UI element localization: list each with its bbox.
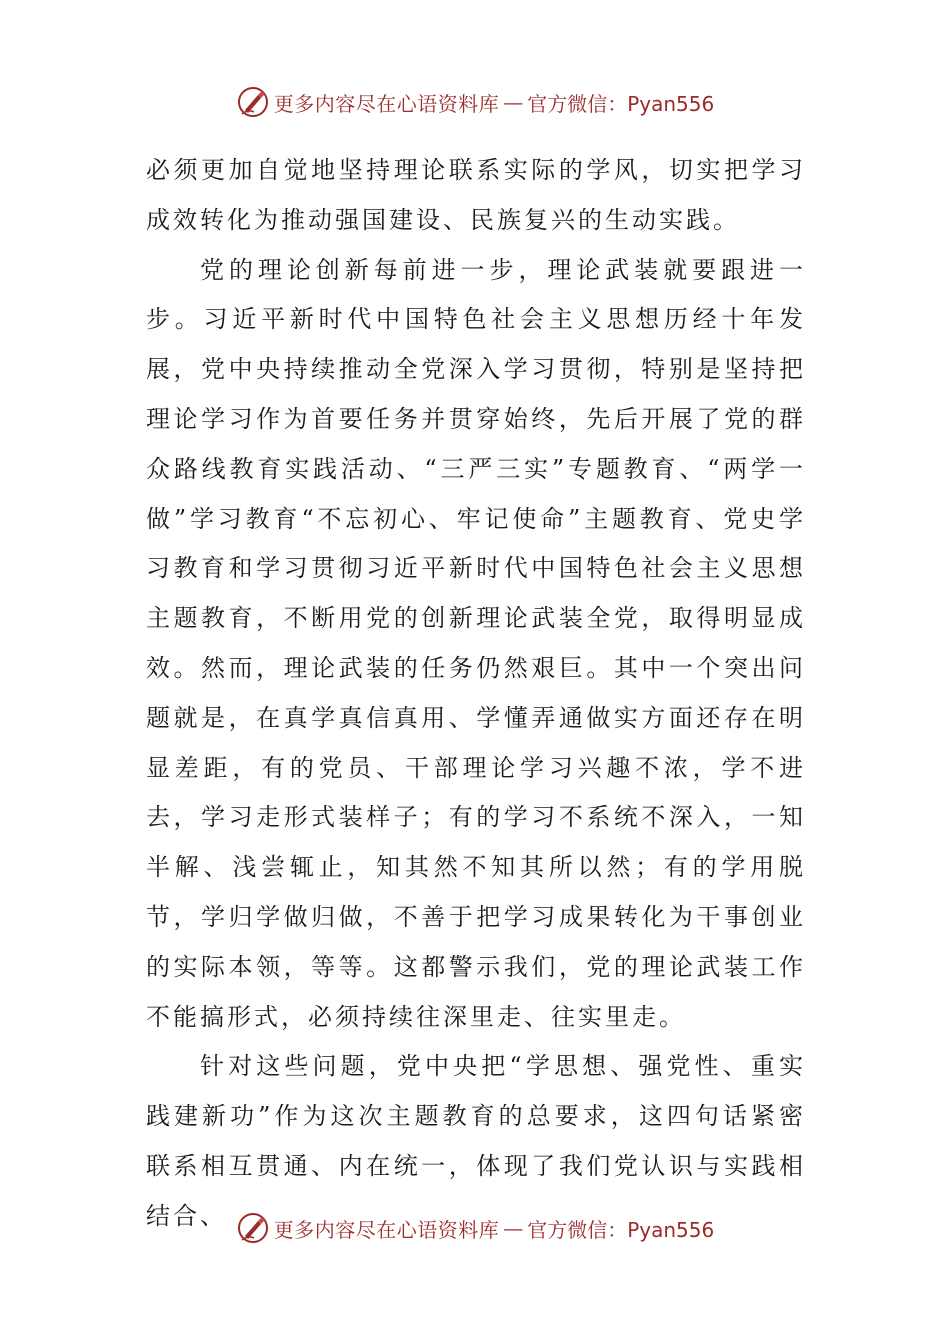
paragraph-2: 党的理论创新每前进一步，理论武装就要跟进一步。习近平新时代中国特色社会主义思想历经十年发展，党中央持续推动全党深入学习贯彻，特别是坚持把理论学习作为首要任务并贯穿始终，先后开展了党的群众路线教育实践活动、“三严三实”专题教育、“两学一做”学习教育“不忘初心、牢记使命”主题教育、党史学习教育和学习贯彻习近平新时代中国特色社会主义思想主题教育，不断用党的创新理论武装全党，取得明显成效。然而，理论武装的任务仍然艰巨。其中一个突出问题就是，在真学真信真用、学懂弄通做实方面还存在明显差距，有的党员、干部理论学习兴趣不浓，学不进去，学习走形式装样子；有的学习不系统不深入，一知半解、浅尝辄止，知其然不知其所以然；有的学用脱节，学归学做归做，不善于把学习成果转化为干事创业的实际本领，等等。这都警示我们，党的理论武装工作不能搞形式，必须持续往深里走、往实里走。 bbox=[146, 255, 806, 1031]
document-body bbox=[146, 146, 806, 1242]
watermark-separator: — bbox=[503, 90, 524, 114]
header-watermark bbox=[0, 82, 950, 122]
watermark-brand: 更多内容尽在心语资料库 bbox=[273, 91, 500, 116]
paragraph-3: 针对这些问题，党中央把“学思想、强党性、重实践建新功”作为这次主题教育的总要求，这四句话紧密联系相互贯通、内在统一，体现了我们党认识与实践相结合、 bbox=[146, 1052, 806, 1230]
watermark-contact: 官方微信：Pyan556 bbox=[527, 1217, 715, 1242]
paragraph-1: 必须更加自觉地坚持理论联系实际的学风，切实把学习成效转化为推动强国建设、民族复兴的生动实践。 bbox=[146, 156, 806, 234]
footer-watermark bbox=[0, 1208, 950, 1248]
pen-logo-icon bbox=[236, 85, 270, 119]
watermark-contact: 官方微信：Pyan556 bbox=[527, 91, 715, 116]
watermark-brand: 更多内容尽在心语资料库 bbox=[273, 1217, 500, 1242]
watermark-separator: — bbox=[503, 1216, 524, 1240]
pen-logo-icon bbox=[236, 1211, 270, 1245]
